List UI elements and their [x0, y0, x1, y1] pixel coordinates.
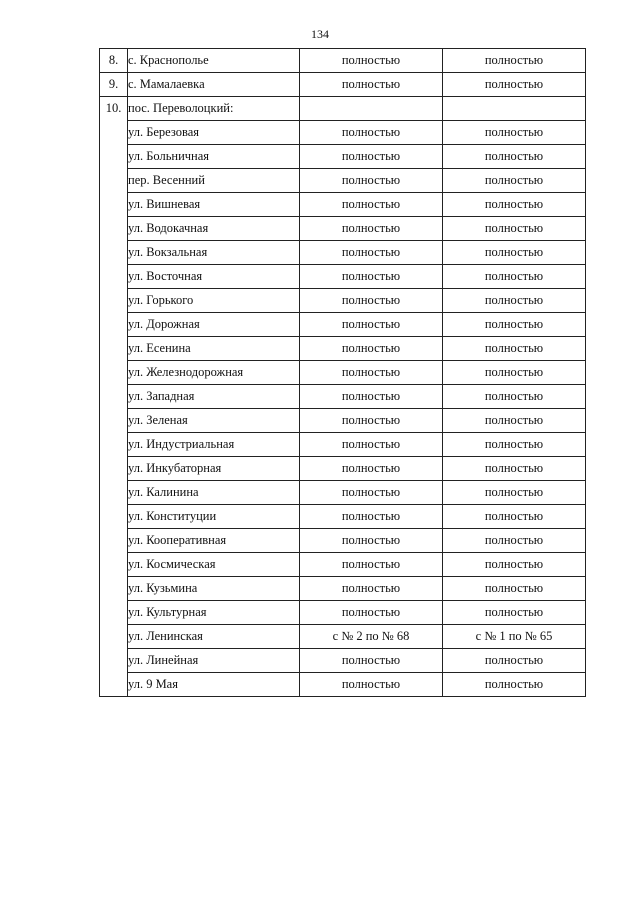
- even-side-value: полностью: [300, 217, 443, 241]
- even-side-value: полностью: [300, 529, 443, 553]
- street-row: [100, 169, 586, 193]
- street-name: ул. Вокзальная: [128, 241, 300, 265]
- street-row: [100, 649, 586, 673]
- odd-side-value: полностью: [443, 457, 586, 481]
- row-number: 8.: [100, 49, 128, 73]
- even-side-value: полностью: [300, 121, 443, 145]
- street-row: [100, 553, 586, 577]
- street-name: ул. Дорожная: [128, 313, 300, 337]
- odd-side-value: полностью: [443, 169, 586, 193]
- even-side-value: полностью: [300, 337, 443, 361]
- odd-side-value: полностью: [443, 409, 586, 433]
- odd-side-value: полностью: [443, 217, 586, 241]
- street-row: [100, 241, 586, 265]
- street-row: [100, 601, 586, 625]
- even-side-value: полностью: [300, 481, 443, 505]
- street-name: ул. Конституции: [128, 505, 300, 529]
- even-side-value: полностью: [300, 601, 443, 625]
- odd-side-value: полностью: [443, 145, 586, 169]
- even-side-value: полностью: [300, 553, 443, 577]
- street-name: ул. 9 Мая: [128, 673, 300, 697]
- street-name: ул. Водокачная: [128, 217, 300, 241]
- even-side-value: полностью: [300, 169, 443, 193]
- odd-side-value: полностью: [443, 265, 586, 289]
- street-row: [100, 145, 586, 169]
- settlement-name: с. Мамалаевка: [128, 73, 300, 97]
- street-name: ул. Инкубаторная: [128, 457, 300, 481]
- odd-side-value: полностью: [443, 313, 586, 337]
- street-name: ул. Космическая: [128, 553, 300, 577]
- street-name: ул. Калинина: [128, 481, 300, 505]
- settlement-name: с. Краснополье: [128, 49, 300, 73]
- street-name: ул. Восточная: [128, 265, 300, 289]
- odd-side-value: полностью: [443, 241, 586, 265]
- street-row: [100, 457, 586, 481]
- odd-side-value: с № 1 по № 65: [443, 625, 586, 649]
- street-row: [100, 337, 586, 361]
- street-name: ул. Культурная: [128, 601, 300, 625]
- odd-side-value: полностью: [443, 529, 586, 553]
- group-header-row: [100, 97, 586, 121]
- street-name: пер. Весенний: [128, 169, 300, 193]
- odd-side-value: полностью: [443, 505, 586, 529]
- even-side-value: полностью: [300, 145, 443, 169]
- even-side-value: полностью: [300, 673, 443, 697]
- street-name: ул. Больничная: [128, 145, 300, 169]
- odd-side-value: полностью: [443, 553, 586, 577]
- street-name: ул. Линейная: [128, 649, 300, 673]
- even-side-value: полностью: [300, 457, 443, 481]
- odd-side-value: полностью: [443, 289, 586, 313]
- even-side-value: полностью: [300, 265, 443, 289]
- even-side-value: полностью: [300, 289, 443, 313]
- table-body: [100, 49, 586, 697]
- street-row: [100, 361, 586, 385]
- even-side-value: полностью: [300, 577, 443, 601]
- odd-side-value: полностью: [443, 193, 586, 217]
- street-row: [100, 625, 586, 649]
- street-name: ул. Есенина: [128, 337, 300, 361]
- street-name: ул. Вишневая: [128, 193, 300, 217]
- even-side-value: полностью: [300, 505, 443, 529]
- street-row: [100, 217, 586, 241]
- street-row: [100, 193, 586, 217]
- empty-cell: [300, 97, 443, 121]
- street-row: [100, 481, 586, 505]
- street-row: [100, 265, 586, 289]
- street-name: ул. Ленинская: [128, 625, 300, 649]
- odd-side-value: полностью: [443, 73, 586, 97]
- table-row: [100, 73, 586, 97]
- street-row: [100, 529, 586, 553]
- odd-side-value: полностью: [443, 577, 586, 601]
- even-side-value: полностью: [300, 313, 443, 337]
- even-side-value: полностью: [300, 361, 443, 385]
- street-row: [100, 577, 586, 601]
- table-row: [100, 49, 586, 73]
- page-number: 134: [311, 27, 329, 41]
- row-number: 9.: [100, 73, 128, 97]
- street-row: [100, 505, 586, 529]
- street-name: ул. Березовая: [128, 121, 300, 145]
- settlement-table: [99, 48, 586, 697]
- odd-side-value: полностью: [443, 481, 586, 505]
- odd-side-value: полностью: [443, 649, 586, 673]
- even-side-value: с № 2 по № 68: [300, 625, 443, 649]
- odd-side-value: полностью: [443, 673, 586, 697]
- odd-side-value: полностью: [443, 121, 586, 145]
- group-number: 10.: [100, 97, 128, 697]
- even-side-value: полностью: [300, 649, 443, 673]
- even-side-value: полностью: [300, 385, 443, 409]
- even-side-value: полностью: [300, 49, 443, 73]
- even-side-value: полностью: [300, 193, 443, 217]
- street-name: ул. Зеленая: [128, 409, 300, 433]
- street-name: ул. Кузьмина: [128, 577, 300, 601]
- odd-side-value: полностью: [443, 385, 586, 409]
- even-side-value: полностью: [300, 241, 443, 265]
- empty-cell: [443, 97, 586, 121]
- street-name: ул. Горького: [128, 289, 300, 313]
- street-row: [100, 385, 586, 409]
- street-name: ул. Кооперативная: [128, 529, 300, 553]
- odd-side-value: полностью: [443, 337, 586, 361]
- group-name: пос. Переволоцкий:: [128, 97, 300, 121]
- even-side-value: полностью: [300, 433, 443, 457]
- street-row: [100, 313, 586, 337]
- odd-side-value: полностью: [443, 361, 586, 385]
- street-row: [100, 289, 586, 313]
- odd-side-value: полностью: [443, 601, 586, 625]
- street-row: [100, 673, 586, 697]
- odd-side-value: полностью: [443, 433, 586, 457]
- odd-side-value: полностью: [443, 49, 586, 73]
- even-side-value: полностью: [300, 409, 443, 433]
- street-name: ул. Железнодорожная: [128, 361, 300, 385]
- even-side-value: полностью: [300, 73, 443, 97]
- street-row: [100, 409, 586, 433]
- street-row: [100, 121, 586, 145]
- street-name: ул. Индустриальная: [128, 433, 300, 457]
- street-row: [100, 433, 586, 457]
- street-name: ул. Западная: [128, 385, 300, 409]
